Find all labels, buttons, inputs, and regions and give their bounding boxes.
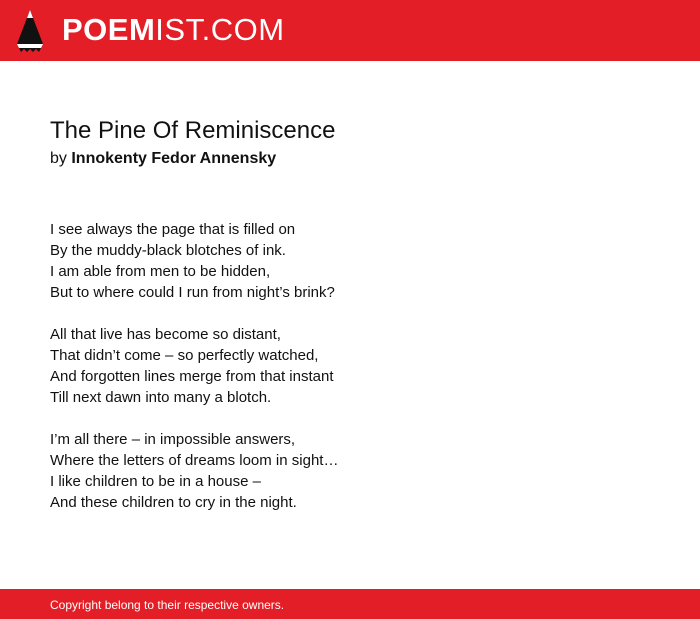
poem-line: By the muddy-black blotches of ink.	[50, 242, 286, 259]
poem-line: I’m all there – in impossible answers,	[50, 431, 296, 448]
copyright-text: Copyright belong to their respective owners.	[50, 598, 285, 612]
poem-title: The Pine Of Reminiscence	[50, 117, 336, 144]
stanza-3	[50, 429, 338, 513]
poem-line: I am able from men to be hidden,	[50, 263, 271, 280]
site-header	[0, 0, 700, 61]
site-logo[interactable]	[62, 12, 285, 48]
poem-line: Till next dawn into many a blotch.	[50, 389, 272, 406]
poem-line: And these children to cry in the night.	[50, 494, 297, 511]
poem-line: All that live has become so distant,	[50, 326, 281, 343]
poem-author: Innokenty Fedor Annensky	[71, 150, 277, 167]
poem-line: That didn’t come – so perfectly watched,	[50, 347, 319, 364]
stanza-1	[50, 219, 338, 303]
by-label: by	[50, 150, 67, 167]
pencil-tip-icon[interactable]	[17, 10, 43, 52]
logo-bold-text: POEM	[62, 12, 156, 47]
stanza-2	[50, 324, 338, 408]
logo-light-text: IST.COM	[155, 12, 285, 47]
poem-byline	[50, 149, 276, 169]
site-footer	[0, 589, 700, 619]
poem-line: But to where could I run from night’s brink?	[50, 284, 335, 301]
poem-line: And forgotten lines merge from that instant	[50, 368, 334, 385]
poem-line: Where the letters of dreams loom in sight…	[50, 452, 339, 469]
poem-body	[50, 219, 338, 513]
poem-line: I like children to be in a house –	[50, 473, 261, 490]
poem-line: I see always the page that is filled on	[50, 221, 296, 238]
